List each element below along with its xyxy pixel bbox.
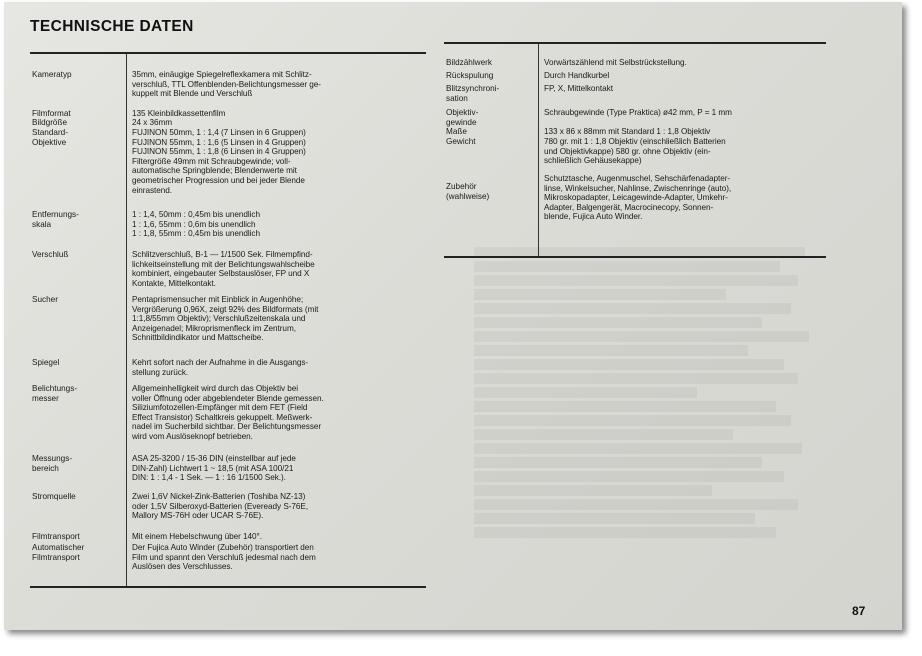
- spec-label: [32, 70, 124, 80]
- spec-value: [132, 250, 315, 288]
- spec-value-line: 1 : 1,8, 55mm : 0,45m bis unendlich: [132, 229, 260, 239]
- spec-label-line: Objektiv-: [446, 108, 479, 117]
- spec-label: [32, 295, 124, 305]
- manual-page: [4, 2, 902, 630]
- spec-value-line: 135 Kleinbildkassettenfilm: [132, 109, 226, 118]
- spec-value-line: FUJINON 50mm, 1 : 1,4 (7 Linsen in 6 Gruppen): [132, 128, 306, 137]
- spec-label: [32, 454, 124, 473]
- spec-value-line: Siliziumfotozellen-Empfänger mit dem FET (Field: [132, 403, 308, 413]
- spec-value: [544, 127, 710, 137]
- spec-label: [32, 384, 124, 403]
- spec-value: [132, 295, 318, 343]
- spec-value-line: Schnittbildindikator und Mattscheibe.: [132, 333, 264, 343]
- spec-label: [32, 543, 124, 562]
- spec-value-line: Kehrt sofort nach der Aufnahme in die Ausgangs-: [132, 358, 309, 367]
- spec-value-line: geometrischer Progression und bei jeder Blende: [132, 175, 305, 185]
- spec-value: [132, 492, 308, 521]
- spec-table-left: [30, 52, 426, 588]
- spec-value-line: 35mm, einäugige Spiegelreflexkamera mit Schlitz-: [132, 70, 312, 79]
- spec-label: [446, 127, 536, 137]
- spec-table-right: [444, 42, 826, 258]
- spec-value-line: 1 : 1,6, 55mm : 0,6m bis unendlich: [132, 219, 256, 229]
- spec-value-line: 1 : 1,4, 50mm : 0,45m bis unendlich: [132, 210, 260, 219]
- spec-value: [544, 174, 731, 222]
- spec-label-line: Sucher: [32, 295, 58, 304]
- spec-value: [544, 58, 687, 68]
- spec-label-line: Stromquelle: [32, 492, 76, 501]
- spec-label-line: Filmtransport: [32, 552, 80, 562]
- spec-value: [132, 543, 316, 572]
- page-number: 87: [852, 604, 866, 618]
- spec-label: [32, 492, 124, 502]
- spec-value-line: 780 gr. mit 1 : 1,8 Objektiv (einschließlich Batterien: [544, 137, 726, 146]
- spec-label: [446, 182, 536, 201]
- spec-value-line: Der Fujica Auto Winder (Zubehör) transportiert den: [132, 543, 314, 552]
- spec-label-line: Verschluß: [32, 250, 69, 259]
- spec-label-line: skala: [32, 219, 52, 229]
- spec-value-line: verschluß, TTL Offenblenden-Belichtungsmesser ge-: [132, 79, 321, 89]
- spec-value-line: 133 x 86 x 88mm mit Standard 1 : 1,8 Objektiv: [544, 127, 711, 136]
- spec-value-line: Effect Transistor) Schaltkreis gekuppelt. Meßwerk-: [132, 412, 313, 422]
- spec-label-line: bereich: [32, 463, 59, 473]
- spec-label-line: messer: [32, 393, 59, 403]
- spec-value-line: Mit einem Hebelschwung über 140°.: [132, 532, 262, 541]
- spec-value-line: DIN-Zahl) Lichtwert 1 ~ 18,5 (mit ASA 100/21: [132, 463, 294, 473]
- spec-label-line: Objektive: [32, 137, 67, 147]
- spec-value-line: Mikroskopadapter, Leicagewinde-Adapter, Umkehr-: [544, 193, 728, 203]
- spec-value-line: nadel im Sucherbild sichtbar. Der Belichtungsmesser: [132, 422, 322, 432]
- spec-value-line: DIN: 1 : 1,4 - 1 Sek. — 1 : 16 1/1500 Sek.).: [132, 473, 286, 483]
- spec-value-line: linse, Winkelsucher, Nahlinse, Zwischenringe (auto),: [544, 183, 732, 193]
- spec-label-line: Bildzählwerk: [446, 58, 492, 67]
- spec-value-line: automatische Springblende; Blendenwerte mit: [132, 166, 297, 176]
- spec-label: [446, 108, 536, 127]
- spec-value-line: kombiniert, eingebauter Selbstauslöser, FP und X: [132, 269, 310, 279]
- spec-label: [32, 128, 124, 147]
- spec-label: [446, 71, 536, 81]
- spec-value-line: und Objektivkappe) 580 gr. ohne Objektiv (ein-: [544, 146, 711, 156]
- spec-label-line: Maße: [446, 127, 467, 136]
- spec-value-line: Auslösen des Verschlusses.: [132, 562, 233, 572]
- spec-value: [132, 118, 172, 128]
- spec-value: [132, 210, 260, 239]
- spec-value: [544, 108, 732, 118]
- spec-value-line: kuppelt mit Blende und Verschluß: [132, 89, 253, 99]
- spec-label-line: Standard-: [32, 128, 68, 137]
- spec-value-line: wird vom Auslöseknopf betrieben.: [132, 431, 253, 441]
- spec-value-line: FUJINON 55mm, 1 : 1,8 (6 Linsen in 4 Gruppen): [132, 147, 306, 157]
- spec-label-line: Messungs-: [32, 454, 73, 463]
- spec-value-line: Schlitzverschluß, B-1 — 1/1500 Sek. Filmempfind-: [132, 250, 313, 259]
- spec-value-line: lichkeitseinstellung mit der Belichtungswahlscheibe: [132, 259, 315, 269]
- spec-label-line: Spiegel: [32, 358, 60, 367]
- column-divider: [126, 54, 127, 586]
- spec-value: [544, 137, 726, 166]
- spec-value-line: Filtergröße 49mm mit Schraubgewinde; voll-: [132, 156, 291, 166]
- spec-label-line: Rückspulung: [446, 71, 494, 80]
- spec-value: [132, 70, 321, 99]
- spec-value-line: Mallory MS-76H oder UCAR S-76E).: [132, 511, 264, 521]
- spec-value-line: Vergrößerung 0,96X, zeigt 92% des Bildformats (mit: [132, 304, 319, 314]
- spec-value: [132, 454, 296, 483]
- spec-value-line: ASA 25-3200 / 15-36 DIN (einstellbar auf jede: [132, 454, 296, 463]
- spec-value-line: blende, Fujica Auto Winder.: [544, 212, 643, 222]
- spec-value-line: voller Öffnung oder abgeblendeter Blende gemessen.: [132, 393, 324, 403]
- spec-label-line: Filmformat: [32, 109, 71, 118]
- spec-value-line: Pentaprismensucher mit Einblick in Augenhöhe;: [132, 295, 304, 304]
- spec-label-line: Bildgröße: [32, 118, 68, 127]
- spec-label: [446, 58, 536, 68]
- spec-value-line: Durch Handkurbel: [544, 71, 610, 80]
- spec-label: [446, 137, 536, 147]
- spec-label-line: Kameratyp: [32, 70, 72, 79]
- spec-value: [544, 71, 609, 81]
- spec-value-line: einrastend.: [132, 185, 172, 195]
- spec-label: [446, 84, 536, 103]
- spec-label-line: (wahlweise): [446, 191, 490, 201]
- spec-label-line: Blitzsynchroni-: [446, 84, 500, 93]
- spec-label-line: Automatischer: [32, 543, 85, 552]
- spec-label: [32, 118, 124, 128]
- spec-label: [32, 250, 124, 260]
- spec-value-line: Allgemeinhelligkeit wird durch das Objektiv bei: [132, 384, 299, 393]
- spec-value-line: oder 1,5V Silberoxyd-Batterien (Eveready S-76E,: [132, 501, 309, 511]
- spec-value: [132, 532, 262, 542]
- spec-value: [132, 128, 306, 195]
- spec-value-line: Film und spannt den Verschluß jedesmal nach dem: [132, 552, 316, 562]
- spec-label: [32, 210, 124, 229]
- spec-value-line: FP, X, Mittelkontakt: [544, 84, 613, 93]
- bleed-through-texture: [474, 247, 834, 541]
- spec-value: [544, 84, 613, 94]
- spec-label-line: sation: [446, 93, 468, 103]
- spec-value-line: Vorwärtszählend mit Selbstrückstellung.: [544, 58, 687, 67]
- spec-label-line: Entfernungs-: [32, 210, 79, 219]
- spec-value-line: Schraubgewinde (Type Praktica) ø42 mm, P = 1 mm: [544, 108, 732, 117]
- spec-value: [132, 384, 324, 442]
- spec-value-line: Adapter, Balgengerät, Macrocinecopy, Sonnen-: [544, 202, 714, 212]
- spec-value-line: Kontakte, Mittelkontakt.: [132, 278, 216, 288]
- spec-label: [32, 532, 124, 542]
- column-divider: [538, 44, 539, 256]
- spec-label-line: gewinde: [446, 117, 477, 127]
- spec-label-line: Zubehör: [446, 182, 477, 191]
- spec-label-line: Filmtransport: [32, 532, 80, 541]
- page-title: TECHNISCHE DATEN: [30, 18, 194, 35]
- spec-label: [32, 358, 124, 368]
- spec-value-line: 24 x 36mm: [132, 118, 173, 127]
- spec-value-line: FUJINON 55mm, 1 : 1,6 (5 Linsen in 4 Gruppen): [132, 137, 306, 147]
- spec-value-line: Schutztasche, Augenmuschel, Sehschärfenadapter-: [544, 174, 731, 183]
- spec-label-line: Belichtungs-: [32, 384, 78, 393]
- spec-label-line: Gewicht: [446, 137, 476, 146]
- spec-value-line: Anzeigenadel; Mikroprismenfleck im Zentrum,: [132, 323, 296, 333]
- spec-value-line: stellung zurück.: [132, 367, 189, 377]
- spec-value-line: Zwei 1,6V Nickel-Zink-Batterien (Toshiba NZ-13): [132, 492, 306, 501]
- spec-value-line: schließlich Gehäusekappe): [544, 156, 642, 166]
- spec-value: [132, 358, 308, 377]
- spec-value-line: 1:1,8/55mm Objektiv); Verschlußzeitenskala und: [132, 314, 306, 324]
